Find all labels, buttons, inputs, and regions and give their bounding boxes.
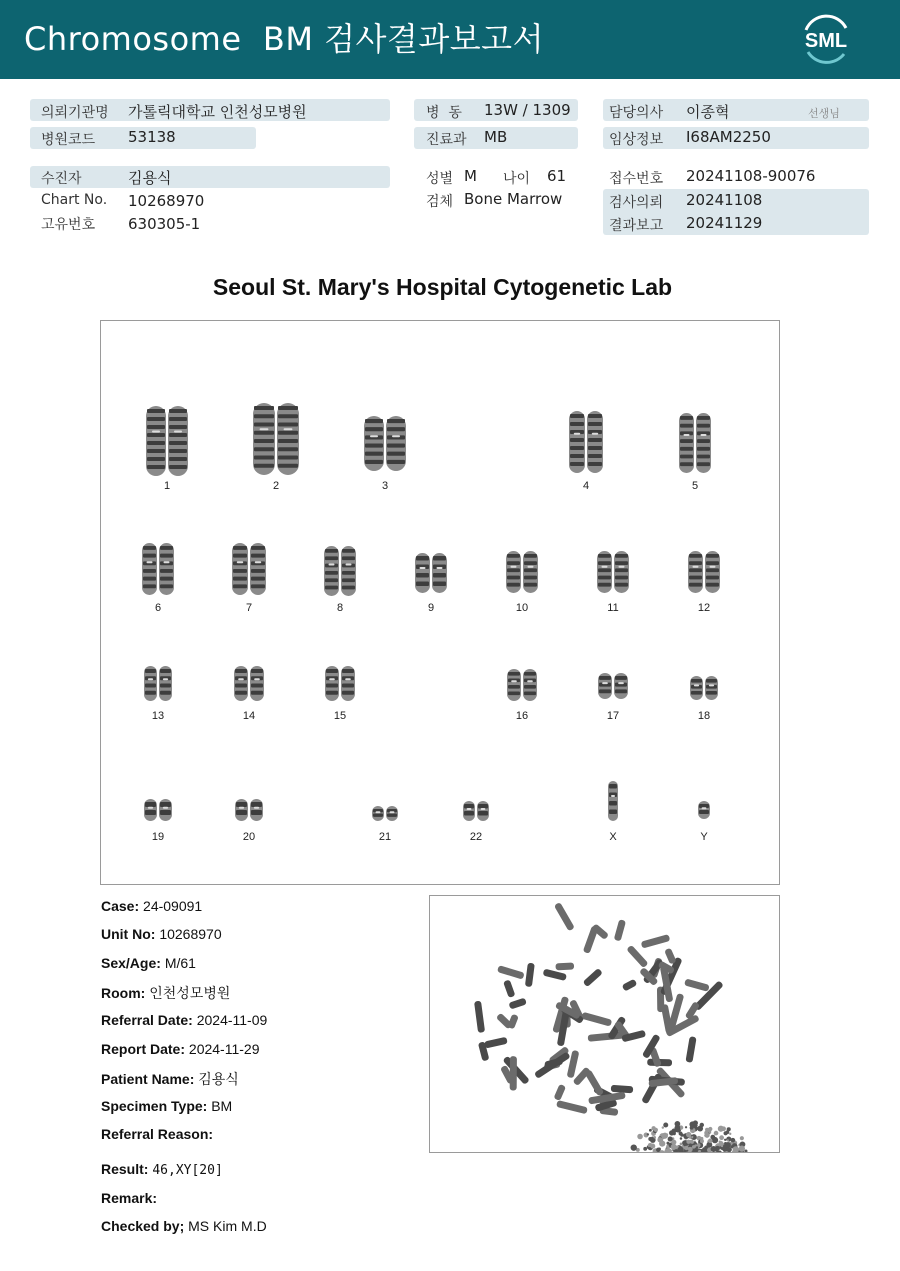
chromosome-label-5: 5	[691, 480, 699, 492]
chromosome-label-7: 7	[245, 602, 253, 614]
remark-label: Remark:	[101, 1190, 158, 1206]
sml-logo	[796, 14, 856, 64]
department-value: MB	[484, 128, 508, 146]
report-date-line	[101, 1041, 259, 1057]
chromosome-pair-13	[144, 666, 172, 701]
id-value: 630305-1	[128, 215, 201, 233]
report-value: 20241129	[686, 214, 763, 232]
chart-value: 10268970	[128, 192, 205, 210]
chromosome-pair-12	[688, 551, 720, 593]
chromosome-label-3: 3	[381, 480, 389, 492]
hospital-code-label: 병원코드	[41, 132, 96, 148]
doctor-label: 담당의사	[609, 105, 664, 121]
karyogram-panel	[100, 320, 780, 885]
age-value: 61	[547, 167, 567, 185]
referral-date-label: Referral Date:	[101, 1012, 193, 1028]
clinical-value: I68AM2250	[686, 128, 771, 146]
lab-title: Seoul St. Mary's Hospital Cytogenetic Lab	[212, 274, 673, 300]
chromosome-label-6: 6	[154, 602, 162, 614]
unit-line	[101, 926, 222, 942]
patient-name-line	[101, 1069, 239, 1089]
chromosome-label-18: 18	[697, 710, 711, 722]
referral-date-line	[101, 1012, 267, 1028]
specimen-type-line	[101, 1098, 232, 1114]
specimen-label: 검체	[426, 194, 454, 210]
metaphase-spread	[430, 896, 779, 1152]
checked-label: Checked by;	[101, 1218, 185, 1234]
receipt-value: 20241108-90076	[686, 167, 816, 185]
clinical-label: 임상정보	[609, 132, 664, 148]
sexage-line	[101, 955, 196, 971]
referral-reason-label: Referral Reason:	[101, 1126, 214, 1142]
chromosome-label-17: 17	[606, 710, 620, 722]
receipt-label: 접수번호	[609, 171, 664, 187]
chromosome-pair-4	[569, 411, 603, 473]
chromosome-pair-20	[235, 799, 263, 821]
patient-name-label: Patient Name:	[101, 1071, 195, 1087]
case-value: 24-09091	[143, 898, 203, 914]
chromosome-pair-10	[506, 551, 538, 593]
chromosome-label-11: 11	[607, 602, 619, 614]
interphase-nucleus	[631, 1120, 748, 1152]
chromosome-pair-x	[608, 781, 618, 821]
metaphase-chromosomes	[474, 902, 724, 1116]
request-label: 검사의뢰	[609, 195, 664, 211]
room-value: 인천성모병원	[149, 985, 231, 1001]
referral-date-value: 2024-11-09	[196, 1012, 268, 1028]
chromosome-pair-5	[679, 413, 711, 473]
chromosome-label-1: 1	[163, 480, 171, 492]
chromosome-label-2: 2	[272, 480, 280, 492]
chromosome-pair-22	[463, 801, 489, 821]
doctor-suffix: 선생님	[808, 107, 840, 120]
chromosome-pair-18	[690, 676, 718, 700]
chromosome-label-13: 13	[151, 710, 165, 722]
chromosome-pair-11	[597, 551, 629, 593]
institution-label: 의뢰기관명	[41, 105, 109, 121]
chromosome-pair-17	[598, 673, 628, 699]
chromosome-pair-19	[144, 799, 172, 821]
patient-label: 수진자	[41, 171, 82, 187]
chromosome-label-15: 15	[333, 710, 347, 722]
unit-label: Unit No:	[101, 926, 156, 942]
specimen-value: Bone Marrow	[464, 190, 563, 208]
chromosome-pair-1	[146, 406, 188, 476]
chromosome-label-21: 21	[378, 831, 392, 843]
patient-value: 김용식	[128, 169, 172, 187]
chromosome-label-19: 19	[151, 831, 165, 843]
chromosome-pair-8	[324, 546, 356, 596]
room-label: Room:	[101, 985, 146, 1001]
hospital-code-value: 53138	[128, 128, 176, 146]
remark-line	[101, 1190, 157, 1206]
sexage-value: M/61	[164, 955, 196, 971]
sex-value: M	[464, 167, 477, 185]
checked-line	[101, 1218, 267, 1234]
metaphase-image	[429, 895, 780, 1153]
institution-value: 가톨릭대학교 인천성모병원	[128, 103, 307, 121]
chromosome-label-22: 22	[469, 831, 483, 843]
chromosome-pair-7	[232, 543, 266, 595]
case-line	[101, 898, 202, 914]
ward-value: 13W / 1309	[484, 101, 571, 119]
patient-name-value: 김용식	[198, 1071, 239, 1087]
report-label: 결과보고	[609, 218, 664, 234]
chromosome-label-y: Y	[700, 831, 708, 843]
chromosome-pair-21	[372, 806, 398, 821]
report-header	[0, 0, 900, 79]
room-line	[101, 983, 230, 1003]
chromosome-label-14: 14	[242, 710, 256, 722]
specimen-type-label: Specimen Type:	[101, 1098, 208, 1114]
chromosome-label-10: 10	[515, 602, 529, 614]
chromosome-label-20: 20	[242, 831, 256, 843]
patient-row	[30, 166, 390, 188]
checked-value: MS Kim M.D	[188, 1218, 267, 1234]
chromosome-label-x: X	[609, 831, 617, 843]
chromosome-label-4: 4	[582, 480, 590, 492]
chromosome-pair-9	[415, 553, 447, 593]
department-label: 진료과	[426, 132, 467, 148]
chromosome-pair-3	[364, 416, 406, 471]
sex-label: 성별	[426, 171, 454, 187]
result-line	[101, 1161, 223, 1178]
report-title: Chromosome BM 검사결과보고서	[24, 20, 544, 58]
chromosome-pair-y	[698, 801, 710, 819]
doctor-value: 이종혁	[686, 103, 730, 121]
chromosome-pair-16	[507, 669, 537, 701]
case-label: Case:	[101, 898, 140, 914]
chromosome-pair-6	[142, 543, 174, 595]
chart-label: Chart No.	[41, 192, 108, 208]
chromosome-pair-14	[234, 666, 264, 701]
result-label: Result:	[101, 1161, 149, 1177]
logo-text: SML	[804, 30, 848, 52]
report-date-label: Report Date:	[101, 1041, 186, 1057]
chromosome-label-8: 8	[336, 602, 344, 614]
sexage-label: Sex/Age:	[101, 955, 161, 971]
chromosome-pair-15	[325, 666, 355, 701]
report-date-value: 2024-11-29	[188, 1041, 260, 1057]
chromosome-label-9: 9	[427, 602, 435, 614]
age-label: 나이	[503, 171, 531, 187]
id-label: 고유번호	[41, 217, 96, 233]
chromosome-label-16: 16	[515, 710, 529, 722]
request-value: 20241108	[686, 191, 763, 209]
unit-value: 10268970	[159, 926, 222, 942]
chromosome-label-12: 12	[697, 602, 711, 614]
referral-reason-line	[101, 1126, 213, 1142]
ward-label: 병 동	[426, 105, 462, 121]
result-value: 46,XY[20]	[152, 1163, 223, 1178]
specimen-type-value: BM	[211, 1098, 233, 1114]
chromosome-pair-2	[253, 403, 299, 475]
